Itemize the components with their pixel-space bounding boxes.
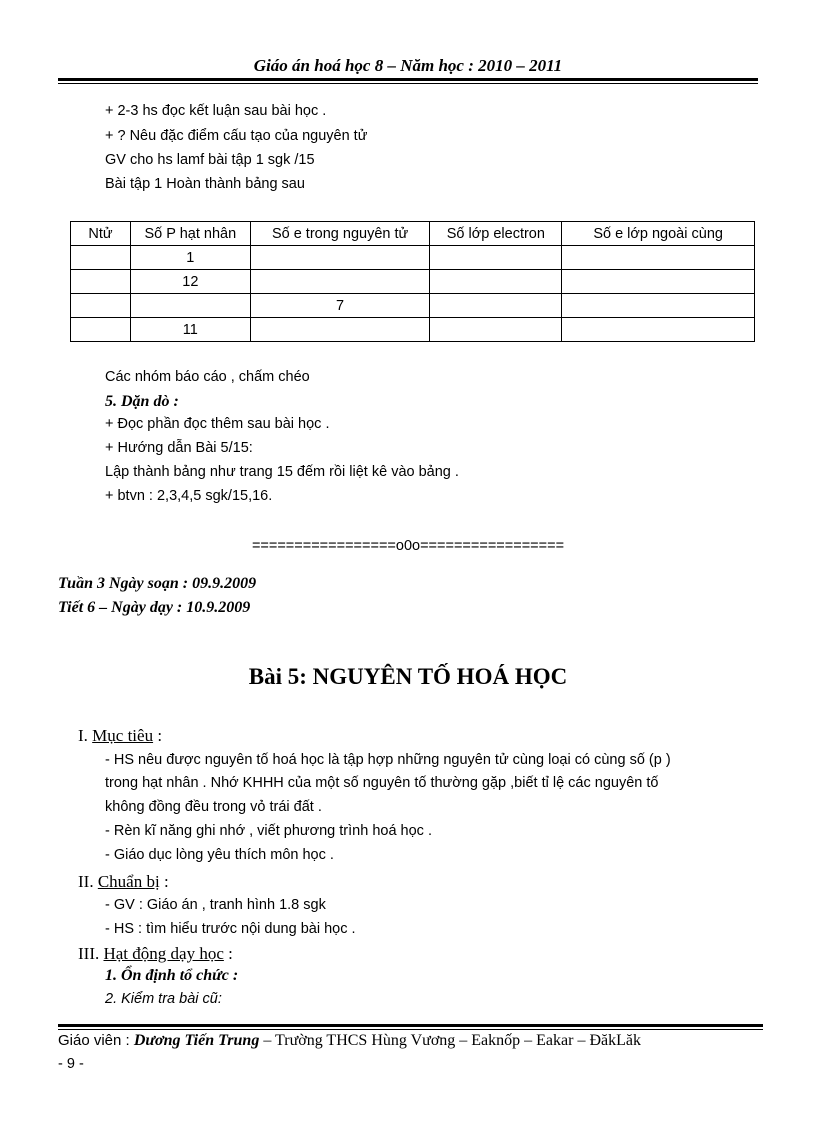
page-header-title: Giáo án hoá học 8 – Năm học : 2010 – 2011 — [253, 56, 563, 75]
table-row — [71, 246, 755, 270]
header-rule-thin — [58, 83, 758, 84]
objectives-line-5: - Giáo dục lòng yêu thích môn học . — [105, 847, 334, 863]
intro-line-1: + 2-3 hs đọc kết luận sau bài học . — [105, 103, 327, 119]
preparation-line-2: - HS : tìm hiểu trước nội dung bài học . — [105, 921, 356, 937]
intro-line-4: Bài tập 1 Hoàn thành bảng sau — [105, 176, 305, 192]
objectives-colon: : — [153, 726, 163, 745]
table-header-cell: Ntử — [71, 222, 131, 246]
activities-sub-1: 1. Ổn định tổ chức : — [105, 967, 239, 984]
section5-heading: 5. Dặn dò : — [105, 393, 179, 410]
table-header-cell: Số lớp electron — [430, 222, 562, 246]
objectives-line-3: không đồng đều trong vỏ trái đất . — [105, 799, 322, 815]
page-number: - 9 - — [58, 1056, 84, 1072]
table-cell — [250, 270, 430, 294]
table-row — [71, 318, 755, 342]
preparation-heading-text: Chuẩn bị — [97, 872, 160, 891]
lesson-title: Bài 5: NGUYÊN TỐ HOÁ HỌC — [248, 664, 568, 689]
table-cell — [562, 270, 755, 294]
table-cell — [250, 246, 430, 270]
after-table-text: Các nhóm báo cáo , chấm chéo — [105, 369, 310, 385]
footer-rule-thick — [58, 1024, 763, 1027]
activities-number: III. — [78, 944, 100, 963]
table-cell — [71, 294, 131, 318]
table-row — [71, 294, 755, 318]
section-separator: =================o0o================= — [251, 538, 565, 554]
table-cell — [71, 270, 131, 294]
table-cell — [430, 246, 562, 270]
table-cell — [562, 294, 755, 318]
table-cell: 11 — [130, 318, 250, 342]
footer-prefix: Giáo viên : — [58, 1032, 134, 1049]
schedule-line-1: Tuần 3 Ngày soạn : 09.9.2009 — [58, 575, 257, 592]
intro-line-2: + ? Nêu đặc điểm cấu tạo của nguyên tử — [105, 128, 368, 144]
activities-heading-text: Hạt động dạy học — [103, 944, 224, 963]
section5-line-4: + btvn : 2,3,4,5 sgk/15,16. — [105, 488, 273, 504]
table-cell — [562, 246, 755, 270]
footer-school: – Trường THCS Hùng Vương – Eaknốp – Eakar – ĐăkLăk — [259, 1032, 641, 1049]
table-cell: 12 — [130, 270, 250, 294]
footer-teacher: Dương Tiến Trung — [133, 1032, 260, 1049]
objectives-line-4: - Rèn kĩ năng ghi nhớ , viết phương trình hoá học . — [105, 823, 432, 839]
intro-line-3: GV cho hs lamf bài tập 1 sgk /15 — [105, 152, 315, 168]
schedule-line-2: Tiết 6 – Ngày dạy : 10.9.2009 — [58, 599, 251, 616]
objectives-heading-text: Mục tiêu — [92, 726, 154, 745]
header-rule-thick — [58, 78, 758, 81]
exercise-table — [70, 221, 755, 342]
table-cell — [130, 294, 250, 318]
activities-sub-2: 2. Kiểm tra bài cũ: — [105, 991, 222, 1007]
table-cell — [430, 318, 562, 342]
objectives-heading — [78, 726, 162, 746]
objectives-line-1: - HS nêu được nguyên tố hoá học là tập hợp những nguyên tử cùng loại có cùng số (p ) — [105, 752, 671, 768]
section5-line-1: + Đọc phần đọc thêm sau bài học . — [105, 416, 330, 432]
section5-line-2: + Hướng dẫn Bài 5/15: — [105, 440, 253, 456]
table-cell — [562, 318, 755, 342]
table-cell — [430, 294, 562, 318]
table-header-cell: Số e lớp ngoài cùng — [562, 222, 755, 246]
objectives-line-2: trong hạt nhân . Nhớ KHHH của một số nguyên tố thường gặp ,biết tỉ lệ các nguyên tố — [105, 775, 659, 791]
table-header-row — [71, 222, 755, 246]
preparation-colon: : — [159, 872, 169, 891]
table-header-cell: Số P hạt nhân — [130, 222, 250, 246]
activities-heading — [78, 944, 233, 964]
table-cell — [430, 270, 562, 294]
table-header-cell: Số e trong nguyên tử — [250, 222, 430, 246]
table-row — [71, 270, 755, 294]
footer-rule-thin — [58, 1029, 763, 1030]
footer-credit — [58, 1032, 641, 1050]
table-cell: 7 — [250, 294, 430, 318]
table-cell — [71, 246, 131, 270]
objectives-number: I. — [78, 726, 88, 745]
table-cell: 1 — [130, 246, 250, 270]
preparation-number: II. — [78, 872, 94, 891]
preparation-heading — [78, 872, 169, 892]
section5-line-3: Lập thành bảng như trang 15 đếm rồi liệt kê vào bảng . — [105, 464, 459, 480]
table-cell — [71, 318, 131, 342]
table-cell — [250, 318, 430, 342]
activities-colon: : — [223, 944, 233, 963]
preparation-line-1: - GV : Giáo án , tranh hình 1.8 sgk — [105, 897, 326, 913]
